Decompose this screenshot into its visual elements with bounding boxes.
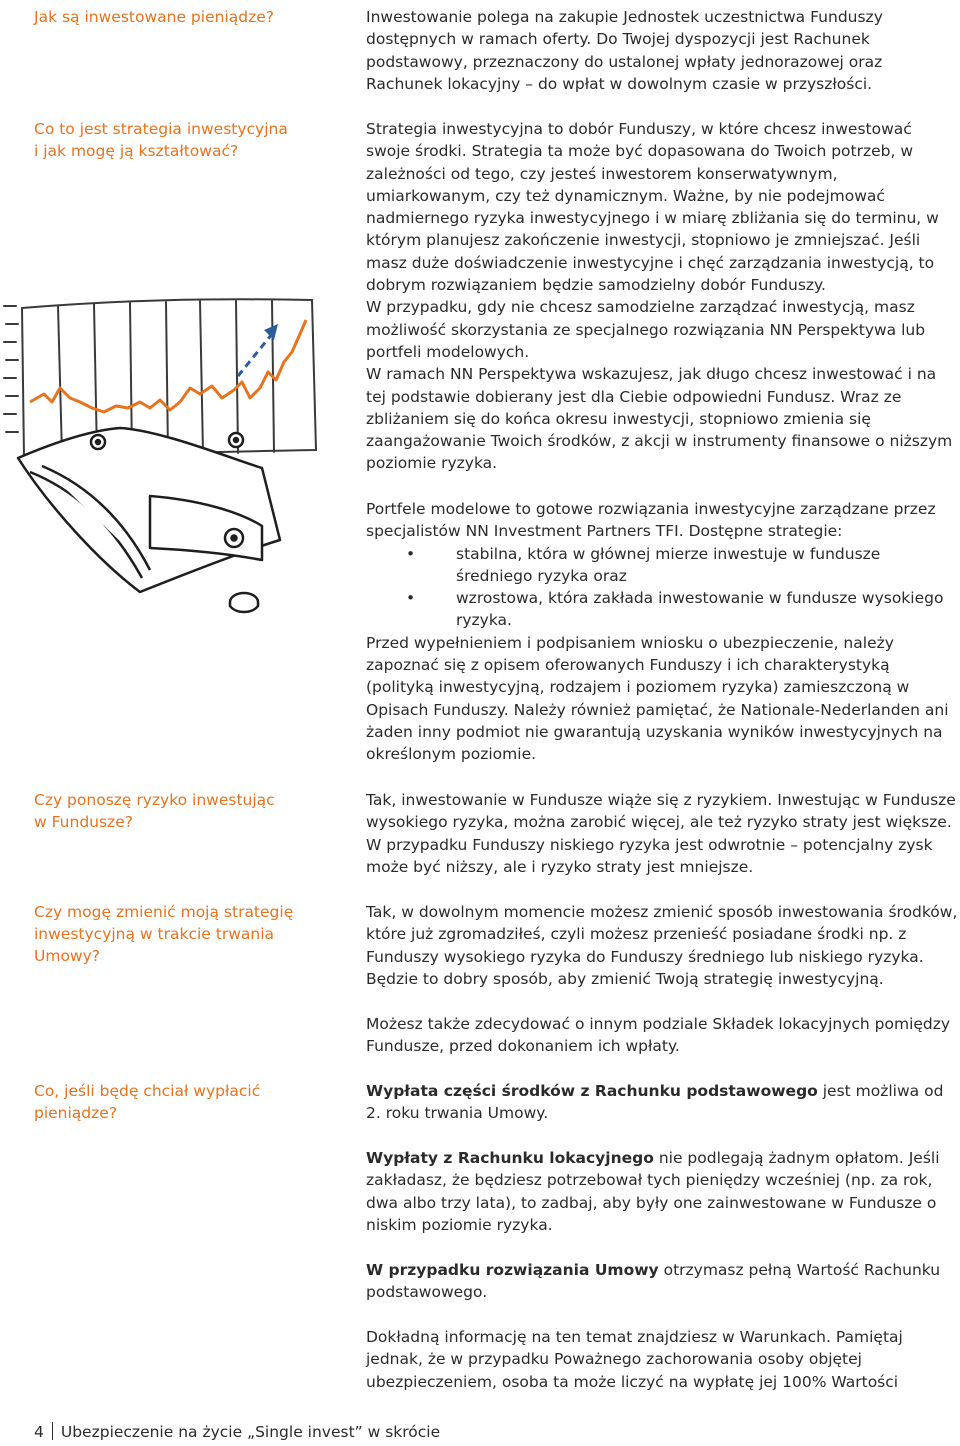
answer-details [366, 1326, 960, 1393]
text: jest możliwa od 2. roku trwania Umowy. [366, 1082, 944, 1123]
paragraph: Portfele modelowe to gotowe rozwiązania inwestycyjne zarządzane przez specjalistów NN Investment Partners TFI. Dostępne strategie: [366, 500, 936, 541]
question-risk [34, 789, 324, 833]
document-title: Ubezpieczenie na życie „Single invest” w skrócie [60, 1423, 441, 1441]
paragraph: Strategia inwestycyjna to dobór Funduszy, w które chcesz inwestować swoje środki. Strategia ta może być dopasowana do Twoich potrzeb, w zależności od tego, czy jesteś inwestorem konserwatywnym, umiarkowanym, czy też dynamicznym. Ważne, by nie podejmować nadmiernego ryzyka inwestycyjnego i w miarę zbliżania się do terminu, w którym planujesz zakończenie inwestycji, stopniowo je zmniejszać. Jeśli masz duże doświadczenie inwestycyjne i chęć zarządzania inwestycją, to dobrym rozwiązaniem będzie samodzielny dobór Funduszy. [366, 120, 939, 295]
question-text: w Fundusze? [34, 813, 133, 831]
answer-lokacyjny [366, 1147, 960, 1236]
list-item: • stabilna, która w głównej mierze inwestuje w fundusze średniego ryzyka oraz [366, 543, 960, 588]
question-text: Co, jeśli będę chciał wypłacić [34, 1082, 261, 1100]
question-text: Jak są inwestowane pieniądze? [34, 8, 274, 26]
strategy-list [366, 543, 960, 632]
coin-icon [230, 593, 258, 612]
question-investing [34, 6, 324, 28]
question-text: Czy mogę zmienić moją strategię [34, 903, 294, 921]
paragraph: Możesz także zdecydować o innym podziale Składek lokacyjnych pomiędzy Fundusze, przed dokonaniem ich wpłaty. [366, 1015, 951, 1056]
paragraph: W ramach NN Perspektywa wskazujesz, jak długo chcesz inwestować i na tej podstawie dobierany jest dla Ciebie odpowiedni Fundusz. Wraz ze zbliżaniem się do końca okresu inwestycji, stopniowo zmienia się zaangażowanie Twoich środków, z akcji w instrumenty finansowe o niższym poziomie ryzyka. [366, 365, 953, 473]
answer-strategy [366, 118, 960, 475]
paragraph: Przed wypełnieniem i podpisaniem wniosku o ubezpieczenie, należy zapoznać się z opisem oferowanych Funduszy i ich charakterystyką (polityką inwestycyjną, rodzajem i poziomem ryzyka) zamieszczoną w Opisach Funduszy. Należy również pamiętać, że Nationale-Nederlanden ani żaden inny podmiot nie gwarantują uzyskania wyników inwestycyjnych na określonym poziomie. [366, 633, 949, 764]
chart-wallet-illustration [0, 290, 330, 630]
text: nie podlegają żadnym opłatom. Jeśli zakładasz, że będziesz potrzebował tych pieniędzy wcześniej (np. za rok, dwa albo trzy lata), to zadbaj, aby były one zainwestowane w Fundusze o niskim poziomie ryzyka. [366, 1149, 940, 1234]
paragraph [366, 1259, 960, 1304]
answer-model-portfolios [366, 498, 960, 766]
question-text: i jak mogę ją kształtować? [34, 142, 239, 160]
footer-divider [52, 1422, 53, 1440]
question-text: Czy ponoszę ryzyko inwestując [34, 791, 275, 809]
question-withdrawal [34, 1080, 324, 1124]
question-text: Co to jest strategia inwestycyjna [34, 120, 288, 138]
answer-change-strategy [366, 901, 960, 990]
question-text: pieniądze? [34, 1104, 118, 1122]
answer-investing [366, 6, 960, 95]
paragraph [366, 1147, 960, 1236]
bold-text: Wypłaty z Rachunku lokacyjnego [366, 1149, 654, 1167]
wallet-icon [18, 428, 280, 592]
bold-text: Wypłata części środków z Rachunku podstawowego [366, 1082, 818, 1100]
answer-risk [366, 789, 960, 878]
answer-allocation [366, 1013, 960, 1058]
paragraph: Tak, inwestowanie w Fundusze wiąże się z ryzykiem. Inwestując w Fundusze wysokiego ryzyka, można zarobić więcej, ale też ryzyko straty jest większe. W przypadku Funduszy niskiego ryzyka jest odwrotnie – potencjalny zysk może być niższy, ale i ryzyko straty jest mniejsze. [366, 791, 956, 876]
answer-termination [366, 1259, 960, 1304]
question-text: Umowy? [34, 947, 101, 965]
page-footer [34, 1421, 440, 1443]
question-strategy [34, 118, 324, 162]
list-item: • wzrostowa, która zakłada inwestowanie w fundusze wysokiego ryzyka. [366, 587, 960, 632]
text: otrzymasz pełną Wartość Rachunku podstawowego. [366, 1261, 941, 1302]
bold-text: W przypadku rozwiązania Umowy [366, 1261, 659, 1279]
paragraph: Dokładną informację na ten temat znajdziesz w Warunkach. Pamiętaj jednak, że w przypadku Poważnego zachorowania osoby objętej ubezpieczeniem, osoba ta może liczyć na wypłatę jej 100% Wartości [366, 1328, 903, 1391]
paragraph: Inwestowanie polega na zakupie Jednostek uczestnictwa Funduszy dostępnych w ramach oferty. Do Twojej dyspozycji jest Rachunek podstawowy, przeznaczony do ustalonej wpłaty jednorazowej oraz Rachunek lokacyjny – do wpłat w dowolnym czasie w przyszłości. [366, 8, 883, 93]
paragraph: W przypadku, gdy nie chcesz samodzielne zarządzać inwestycją, masz możliwość skorzystania ze specjalnego rozwiązania NN Perspektywa lub portfeli modelowych. [366, 298, 926, 361]
question-change-strategy [34, 901, 324, 967]
paragraph: Tak, w dowolnym momencie możesz zmienić sposób inwestowania środków, które już zgromadziłeś, czyli możesz przenieść posiadane środki np. z Funduszy wysokiego ryzyka do Funduszy średniego lub niskiego ryzyka. Będzie to dobry sposób, aby zmienić Twoją strategię inwestycyjną. [366, 903, 958, 988]
answer-withdrawal [366, 1080, 960, 1125]
question-text: inwestycyjną w trakcie trwania [34, 925, 274, 943]
paragraph [366, 1080, 960, 1125]
page-number: 4 [34, 1423, 44, 1441]
